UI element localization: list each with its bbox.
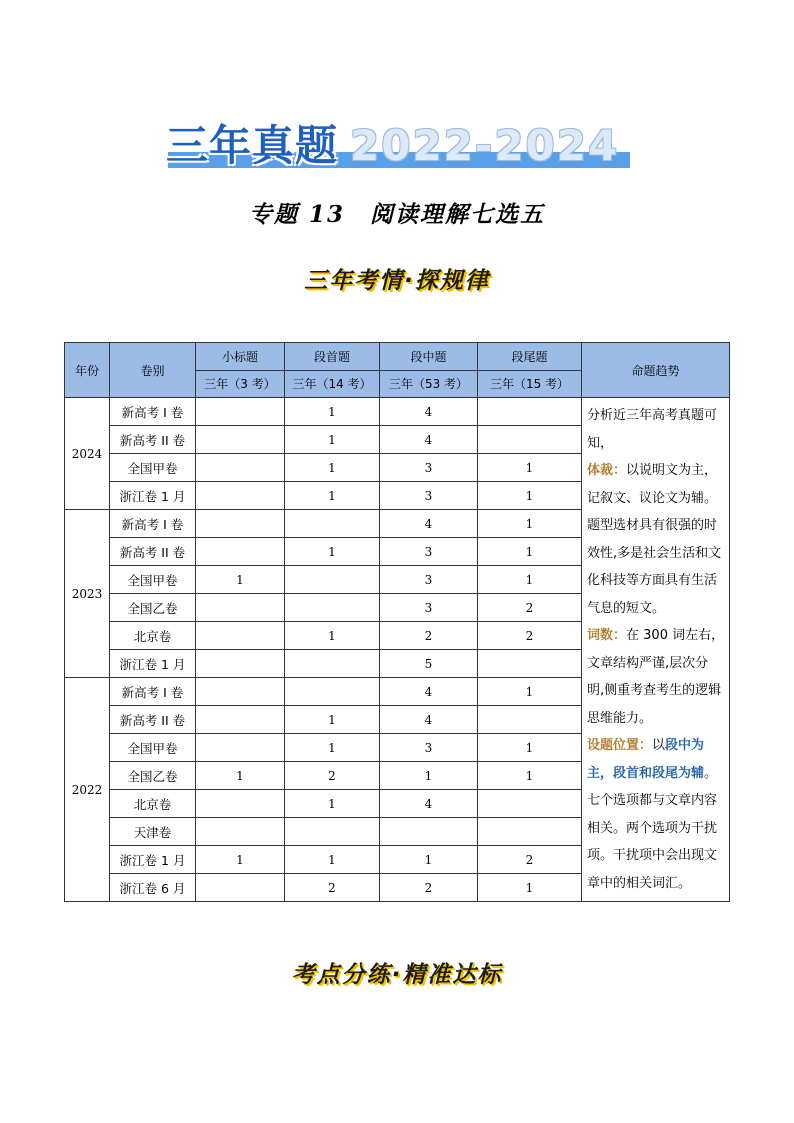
count-cell: 4 — [380, 706, 478, 734]
header-mid-para-q: 段中题 三年（53 考） — [380, 343, 478, 398]
count-cell: 1 — [478, 482, 582, 510]
year-cell: 2024 — [65, 398, 110, 510]
header-year: 年份 — [65, 343, 110, 398]
count-cell — [478, 650, 582, 678]
count-cell: 1 — [285, 454, 380, 482]
section-title-trends: 三年考情·探规律 — [304, 268, 490, 294]
paper-cell: 新高考 II 卷 — [110, 706, 196, 734]
count-cell — [478, 818, 582, 846]
paper-cell: 新高考 II 卷 — [110, 426, 196, 454]
exam-stats-table — [64, 342, 730, 902]
count-cell — [285, 818, 380, 846]
count-cell — [196, 650, 285, 678]
count-cell — [380, 818, 478, 846]
count-cell: 4 — [380, 398, 478, 426]
paper-cell: 全国乙卷 — [110, 762, 196, 790]
count-cell — [478, 398, 582, 426]
count-cell: 2 — [478, 594, 582, 622]
topic-title: 专题 13 阅读理解七选五 — [248, 201, 545, 228]
count-cell — [196, 678, 285, 706]
count-cell — [285, 594, 380, 622]
table-row — [65, 398, 730, 426]
count-cell: 3 — [380, 594, 478, 622]
count-cell: 1 — [285, 706, 380, 734]
count-cell — [285, 678, 380, 706]
count-cell: 3 — [380, 734, 478, 762]
count-cell: 2 — [380, 622, 478, 650]
count-cell: 1 — [285, 734, 380, 762]
count-cell: 3 — [380, 566, 478, 594]
count-cell — [196, 734, 285, 762]
header-subtitle-q: 小标题 三年（3 考） — [196, 343, 285, 398]
count-cell: 1 — [285, 482, 380, 510]
count-cell — [478, 706, 582, 734]
count-cell: 3 — [380, 454, 478, 482]
count-cell: 4 — [380, 678, 478, 706]
paper-cell: 新高考 I 卷 — [110, 398, 196, 426]
count-cell: 5 — [380, 650, 478, 678]
paper-cell: 天津卷 — [110, 818, 196, 846]
paper-cell: 全国甲卷 — [110, 454, 196, 482]
table-header-row — [65, 343, 730, 398]
count-cell: 1 — [285, 846, 380, 874]
count-cell — [196, 594, 285, 622]
count-cell: 1 — [478, 734, 582, 762]
paper-cell: 新高考 II 卷 — [110, 538, 196, 566]
count-cell: 1 — [478, 678, 582, 706]
count-cell: 1 — [285, 622, 380, 650]
count-cell: 1 — [478, 762, 582, 790]
count-cell — [196, 622, 285, 650]
title-banner — [160, 118, 640, 178]
year-cell: 2023 — [65, 510, 110, 678]
count-cell: 1 — [478, 510, 582, 538]
count-cell: 2 — [285, 874, 380, 902]
count-cell — [196, 790, 285, 818]
count-cell: 1 — [196, 566, 285, 594]
paper-cell: 浙江卷 1 月 — [110, 846, 196, 874]
count-cell: 4 — [380, 510, 478, 538]
paper-cell: 新高考 I 卷 — [110, 678, 196, 706]
paper-cell: 全国甲卷 — [110, 734, 196, 762]
count-cell: 1 — [478, 566, 582, 594]
count-cell — [196, 706, 285, 734]
count-cell: 1 — [285, 426, 380, 454]
count-cell — [196, 454, 285, 482]
count-cell: 1 — [285, 398, 380, 426]
count-cell — [478, 790, 582, 818]
paper-cell: 北京卷 — [110, 790, 196, 818]
paper-cell: 北京卷 — [110, 622, 196, 650]
count-cell — [196, 398, 285, 426]
count-cell: 3 — [380, 482, 478, 510]
section-title-practice: 考点分练·精准达标 — [291, 962, 503, 988]
count-cell: 1 — [196, 846, 285, 874]
year-cell: 2022 — [65, 678, 110, 902]
count-cell — [196, 510, 285, 538]
paper-cell: 浙江卷 1 月 — [110, 650, 196, 678]
header-first-para-q: 段首题 三年（14 考） — [285, 343, 380, 398]
count-cell — [196, 482, 285, 510]
banner-years: 2022-2024 — [350, 121, 620, 170]
count-cell — [285, 510, 380, 538]
paper-cell: 全国甲卷 — [110, 566, 196, 594]
count-cell: 2 — [478, 622, 582, 650]
count-cell: 1 — [478, 454, 582, 482]
paper-cell: 新高考 I 卷 — [110, 510, 196, 538]
count-cell: 1 — [478, 874, 582, 902]
count-cell: 1 — [285, 538, 380, 566]
count-cell: 2 — [380, 874, 478, 902]
count-cell — [285, 566, 380, 594]
count-cell: 1 — [380, 846, 478, 874]
count-cell: 4 — [380, 426, 478, 454]
header-last-para-q: 段尾题 三年（15 考） — [478, 343, 582, 398]
count-cell: 3 — [380, 538, 478, 566]
count-cell — [196, 538, 285, 566]
header-trend: 命题趋势 — [582, 343, 730, 398]
count-cell — [196, 426, 285, 454]
paper-cell: 浙江卷 1 月 — [110, 482, 196, 510]
count-cell: 2 — [478, 846, 582, 874]
count-cell: 1 — [196, 762, 285, 790]
count-cell: 2 — [285, 762, 380, 790]
count-cell: 1 — [380, 762, 478, 790]
count-cell — [285, 650, 380, 678]
count-cell: 1 — [285, 790, 380, 818]
paper-cell: 浙江卷 6 月 — [110, 874, 196, 902]
count-cell — [478, 426, 582, 454]
header-paper: 卷别 — [110, 343, 196, 398]
paper-cell: 全国乙卷 — [110, 594, 196, 622]
banner-title: 三年真题 — [166, 121, 339, 170]
trend-analysis: 分析近三年高考真题可知， 体裁：以说明文为主，记叙文、议论文为辅。题型选材具有很强的时效性,多是社会生活和文化科技等方面具有生活气息的短文。 词数：在 300 词左右，文章结构严谨,层次分明,侧重考查考生的逻辑思维能力。 设题位置：以段中为主，段首和段尾为辅。七个选项都与文章内容相关。两个选项为干扰项。干扰项中会出现文章中的相关词汇。 — [582, 398, 730, 902]
count-cell — [196, 818, 285, 846]
count-cell: 4 — [380, 790, 478, 818]
count-cell — [196, 874, 285, 902]
count-cell: 1 — [478, 538, 582, 566]
